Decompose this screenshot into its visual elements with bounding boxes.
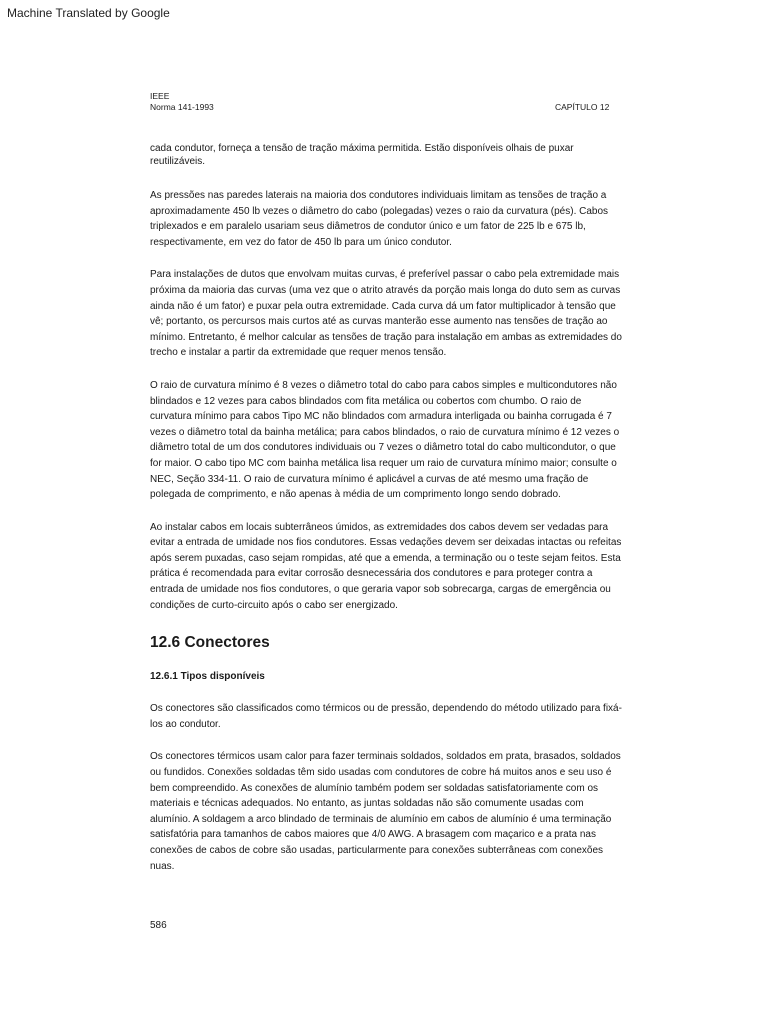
header-standard: Norma 141-1993 xyxy=(150,102,214,112)
paragraph: Para instalações de dutos que envolvam muitas curvas, é preferível passar o cabo pela extremidade mais próxima da maioria das curvas (uma vez que o atrito através da porção mais longa do duto sem as curvas ainda não é um fator) e puxar pela outra extremidade. Cada curva dá um fator multiplicador à tensão que vê; portanto, os percursos mais curtos até as curvas manterão esse aumento nas tensões de tração ao mínimo. Entretanto, é melhor calcular as tensões de tração para instalação em ambas as extremidades do trecho e instalar a partir da extremidade que requer menos tensão. xyxy=(150,269,622,359)
section-heading: 12.6 Conectores xyxy=(150,634,270,652)
page-body xyxy=(150,143,625,874)
page-number: 586 xyxy=(150,920,167,931)
paragraph: Os conectores térmicos usam calor para fazer terminais soldados, soldados em prata, brasados, soldados ou fundidos. Conexões soldadas têm sido usadas com condutores de cobre há muitos anos e seu uso é bem compreendido. As conexões de alumínio também podem ser soldadas satisfatoriamente com os materiais e técnicas adequados. No entanto, as juntas soldadas não são comumente usadas com alumínio. A soldagem a arco blindado de terminais de alumínio em cabos de alumínio é uma terminação satisfatória para tamanhos de cabos maiores que 4/0 AWG. A brasagem com maçarico e a prata nas conexões de cabos de cobre são usadas, particularmente para conexões subterrâneas com conexões nuas. xyxy=(150,751,621,872)
paragraph: cada condutor, forneça a tensão de tração máxima permitida. Estão disponíveis olhais de puxar reutilizáveis. xyxy=(150,143,574,167)
header-chapter: CAPÍTULO 12 xyxy=(555,102,610,112)
paragraph: O raio de curvatura mínimo é 8 vezes o diâmetro total do cabo para cabos simples e multicondutores não blindados e 12 vezes para cabos blindados com fita metálica ou cobertos com chumbo. O raio de curvatura mínimo para cabos Tipo MC não blindados com armadura interligada ou bainha corrugada é 7 vezes o diâmetro total da bainha metálica; para cabos blindados, o raio de curvatura mínimo é 12 vezes o diâmetro total de um dos condutores individuais ou 7 vezes o diâmetro total do cabo multicondutor, o que for maior. O cabo tipo MC com bainha metálica lisa requer um raio de curvatura mínimo maior; consulte o NEC, Seção 334-11. O raio de curvatura mínimo é aplicável a curvas de até mesmo uma fração de polegada de comprimento, e não apenas à média de um comprimento longo sendo dobrado. xyxy=(150,379,620,501)
machine-translation-banner: Machine Translated by Google xyxy=(7,6,170,20)
page-header-left xyxy=(150,91,214,113)
paragraph: As pressões nas paredes laterais na maioria dos condutores individuais limitam as tensões de tração a aproximadamente 450 lb vezes o diâmetro do cabo (polegadas) vezes o raio da curvatura (pés). Cabos triplexados e em paralelo usariam seus diâmetros de condutor único e um fator de 225 lb e 675 lb, respectivamente, em vez do fator de 450 lb para um único condutor. xyxy=(150,190,609,248)
subsection-heading: 12.6.1 Tipos disponíveis xyxy=(150,671,265,683)
header-org: IEEE xyxy=(150,91,170,101)
paragraph: Ao instalar cabos em locais subterrâneos úmidos, as extremidades dos cabos devem ser vedadas para evitar a entrada de umidade nos fios condutores. Essas vedações devem ser deixadas intactas ou refeitas após serem puxadas, caso sejam rompidas, até que a emenda, a terminação ou o teste sejam feitos. Esta prática é recomendada para evitar corrosão desnecessária dos condutores e para proteger contra a entrada de umidade nos fios condutores, o que geraria vapor sob sobrecarga, cargas de emergência ou condições de curto-circuito após o cabo ser energizado. xyxy=(150,521,622,611)
paragraph: Os conectores são classificados como térmicos ou de pressão, dependendo do método utilizado para fixá-los ao condutor. xyxy=(150,703,622,730)
